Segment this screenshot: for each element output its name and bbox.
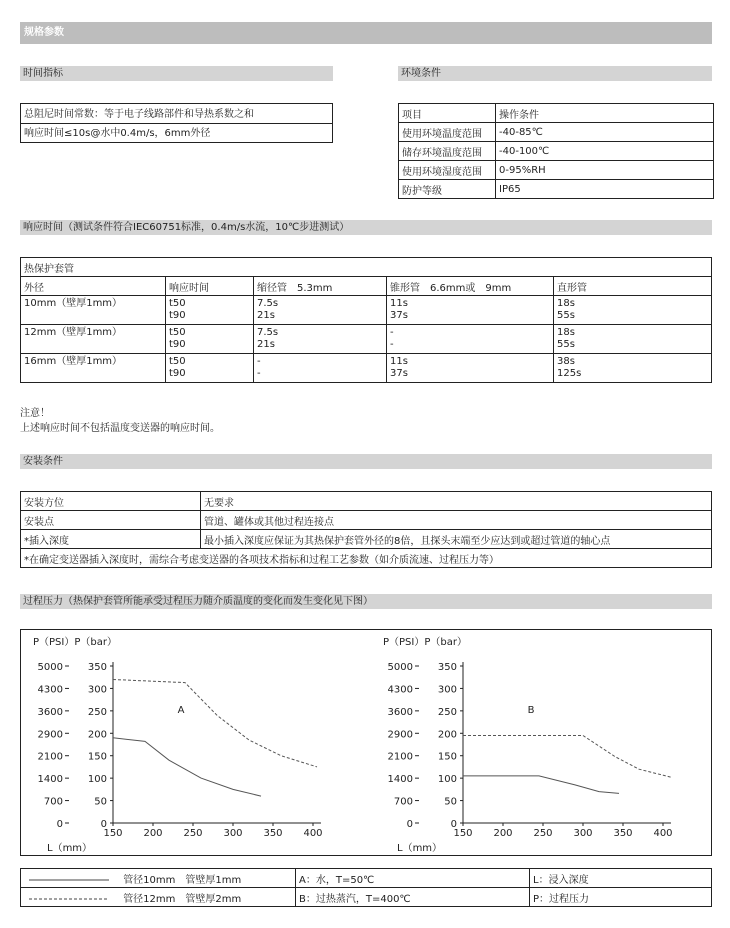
x-tick-label: 150 (103, 828, 123, 839)
table-row (21, 511, 712, 530)
environment-item: 储存环境温度范围 (399, 142, 496, 161)
header-cell: 外径 (21, 277, 166, 296)
y-tick-label-bar: 150 (437, 751, 457, 763)
y-tick-label-bar: 350 (437, 662, 457, 673)
legend-table (20, 868, 712, 907)
page-title-bar (20, 22, 712, 44)
value: 7.5s (257, 298, 279, 309)
x-tick-label: 150 (453, 828, 473, 839)
x-tick-label: 400 (653, 828, 673, 839)
legend-dashed-label: 管径12mm 管壁厚2mm (123, 893, 242, 905)
y-tick-label-psi: 0 (56, 819, 63, 830)
time-index-box (20, 103, 333, 143)
y-tick-label-psi: 4300 (387, 684, 413, 696)
y-tick-label-psi: 1400 (387, 774, 413, 786)
table-row (399, 104, 714, 123)
value: 55s (557, 339, 575, 350)
table-row (399, 123, 714, 142)
legend-b-label: B：过热蒸汽，T=400℃ (296, 888, 530, 907)
value-cell (554, 325, 712, 354)
pressure-title: 过程压力（热保护套管所能承受过程压力随介质温度的变化而发生变化见下图） (23, 596, 373, 607)
dashed-series-line (113, 680, 317, 767)
y-tick-label-bar: 250 (437, 706, 457, 718)
environment-col1: 项目 (399, 104, 496, 123)
value: - (257, 368, 261, 379)
chart-curve-label: A (177, 705, 185, 717)
y-tick-label-psi: 5000 (37, 662, 63, 673)
table-row (21, 549, 712, 568)
environment-value: IP65 (496, 180, 714, 199)
y-tick-label-bar: 50 (94, 796, 107, 808)
environment-value: -40-100℃ (496, 142, 714, 161)
value-cell (254, 296, 387, 325)
header-cell: 直形管 (554, 277, 712, 296)
note-title: 注意！ (20, 408, 50, 419)
value: 11s (390, 298, 408, 309)
x-tick-label: 350 (263, 828, 283, 839)
x-tick-label: 200 (143, 828, 163, 839)
x-tick-label: 300 (573, 828, 593, 839)
y-tick-label-psi: 700 (43, 796, 63, 808)
y-tick-label-bar: 300 (87, 684, 107, 696)
y-tick-label-bar: 100 (437, 774, 457, 786)
y-tick-label-bar: 250 (87, 706, 107, 718)
value: 11s (390, 356, 408, 367)
t50-label: t50 (169, 327, 186, 338)
install-label: 安装点 (21, 511, 201, 530)
value: 55s (557, 310, 575, 321)
header-cell: 锥形管 6.6mm或 9mm (387, 277, 554, 296)
y-tick-label-bar: 300 (437, 684, 457, 696)
table-row (21, 888, 712, 907)
install-table (20, 491, 712, 568)
page-title: 规格参数 (24, 27, 64, 38)
value-cell (387, 296, 554, 325)
table-row (21, 258, 712, 277)
value-cell (387, 354, 554, 383)
y-tick-label-bar: 200 (437, 729, 457, 741)
time-index-line-2: 响应时间≤10s@水中0.4m/s，6mm外径 (24, 128, 211, 139)
install-value: 最小插入深度应保证为其热保护套管外径的8倍，且探头末端至少应达到或超过管道的轴心点 (201, 530, 712, 549)
value: 21s (257, 310, 275, 321)
install-title: 安装条件 (23, 456, 63, 467)
y-tick-label-bar: 150 (87, 751, 107, 763)
time-index-heading (20, 66, 333, 81)
y-tick-label-bar: 0 (100, 819, 107, 830)
table-row (21, 296, 712, 325)
solid-line-sample (24, 876, 114, 884)
pressure-chart-a (21, 630, 361, 855)
table-row (21, 530, 712, 549)
response-title: 响应时间（测试条件符合IEC60751标准，0.4m/s水流，10℃步进测试） (23, 222, 350, 233)
pressure-chart-box (20, 629, 712, 856)
x-tick-label: 300 (223, 828, 243, 839)
response-heading (20, 220, 712, 235)
value: - (390, 327, 394, 338)
legend-l-label: L：浸入深度 (530, 869, 712, 888)
value-cell (254, 325, 387, 354)
value: - (257, 356, 261, 367)
time-index-line-1: 总阻尼时间常数：等于电子线路部件和导热系数之和 (21, 105, 332, 124)
y-tick-label-psi: 0 (406, 819, 413, 830)
table-row (21, 869, 712, 888)
x-tick-label: 250 (183, 828, 203, 839)
od-cell: 12mm（壁厚1mm） (21, 325, 166, 354)
value: 38s (557, 356, 575, 367)
table-row (399, 180, 714, 199)
time-cell (166, 354, 254, 383)
note-text: 上述响应时间不包括温度变送器的响应时间。 (20, 423, 220, 434)
chart-curve-label: B (527, 705, 535, 717)
t90-label: t90 (169, 310, 186, 321)
value-cell (554, 354, 712, 383)
y-tick-label-psi: 3600 (37, 706, 63, 718)
install-label: *插入深度 (21, 530, 201, 549)
table-header-row (21, 277, 712, 296)
table-row (21, 492, 712, 511)
value: 18s (557, 298, 575, 309)
dashed-series-line (463, 736, 671, 778)
table-row (21, 325, 712, 354)
value: 18s (557, 327, 575, 338)
x-tick-label: 250 (533, 828, 553, 839)
dashed-line-sample (24, 895, 114, 903)
t50-label: t50 (169, 356, 186, 367)
value: 125s (557, 368, 582, 379)
environment-title: 环境条件 (401, 68, 441, 79)
response-table (20, 257, 712, 383)
response-caption: 热保护套管 (21, 258, 712, 277)
t90-label: t90 (169, 339, 186, 350)
y-tick-label-bar: 100 (87, 774, 107, 786)
y-tick-label-bar: 350 (87, 662, 107, 673)
y-tick-label-psi: 3600 (387, 706, 413, 718)
x-tick-label: 350 (613, 828, 633, 839)
y-tick-label-psi: 4300 (37, 684, 63, 696)
y-axis-label: P（PSI）P（bar） (33, 637, 117, 648)
y-tick-label-bar: 200 (87, 729, 107, 741)
header-cell: 响应时间 (166, 277, 254, 296)
value: - (390, 339, 394, 350)
y-tick-label-bar: 0 (450, 819, 457, 830)
environment-item: 使用环境温度范围 (399, 123, 496, 142)
y-tick-label-psi: 2900 (387, 729, 413, 741)
pressure-heading (20, 594, 712, 609)
value: 21s (257, 339, 275, 350)
pressure-chart-b (371, 630, 711, 855)
install-value: 无要求 (201, 492, 712, 511)
y-tick-label-psi: 2100 (387, 751, 413, 763)
environment-value: 0-95%RH (496, 161, 714, 180)
x-tick-label: 200 (493, 828, 513, 839)
y-axis-label: P（PSI）P（bar） (383, 637, 467, 648)
environment-col2: 操作条件 (496, 104, 714, 123)
value-cell (554, 296, 712, 325)
solid-series-line (113, 738, 261, 796)
install-value: 管道、罐体或其他过程连接点 (201, 511, 712, 530)
environment-table (398, 103, 714, 199)
value-cell (254, 354, 387, 383)
install-footnote: *在确定变送器插入深度时，需综合考虑变送器的各项技术指标和过程工艺参数（如介质流速、过程压力等） (21, 549, 712, 568)
environment-heading (398, 66, 712, 81)
table-row (399, 142, 714, 161)
t50-label: t50 (169, 298, 186, 309)
legend-dashed-cell (21, 888, 296, 907)
y-tick-label-bar: 50 (444, 796, 457, 808)
solid-series-line (463, 776, 619, 794)
time-cell (166, 296, 254, 325)
environment-item: 使用环境湿度范围 (399, 161, 496, 180)
od-cell: 10mm（壁厚1mm） (21, 296, 166, 325)
y-tick-label-psi: 1400 (37, 774, 63, 786)
x-tick-label: 400 (303, 828, 323, 839)
legend-solid-label: 管径10mm 管壁厚1mm (123, 874, 242, 886)
value-cell (387, 325, 554, 354)
y-tick-label-psi: 2100 (37, 751, 63, 763)
time-cell (166, 325, 254, 354)
legend-p-label: P：过程压力 (530, 888, 712, 907)
environment-value: -40-85℃ (496, 123, 714, 142)
y-tick-label-psi: 700 (393, 796, 413, 808)
install-heading (20, 454, 712, 469)
legend-a-label: A：水，T=50℃ (296, 869, 530, 888)
environment-item: 防护等级 (399, 180, 496, 199)
x-axis-label: L（mm） (47, 843, 93, 854)
od-cell: 16mm（壁厚1mm） (21, 354, 166, 383)
value: 37s (390, 310, 408, 321)
value: 37s (390, 368, 408, 379)
y-tick-label-psi: 5000 (387, 662, 413, 673)
install-label: 安装方位 (21, 492, 201, 511)
table-row (399, 161, 714, 180)
t90-label: t90 (169, 368, 186, 379)
y-tick-label-psi: 2900 (37, 729, 63, 741)
header-cell: 缩径管 5.3mm (254, 277, 387, 296)
value: 7.5s (257, 327, 279, 338)
legend-solid-cell (21, 869, 296, 888)
table-row (21, 354, 712, 383)
time-index-title: 时间指标 (23, 68, 63, 79)
x-axis-label: L（mm） (397, 843, 443, 854)
